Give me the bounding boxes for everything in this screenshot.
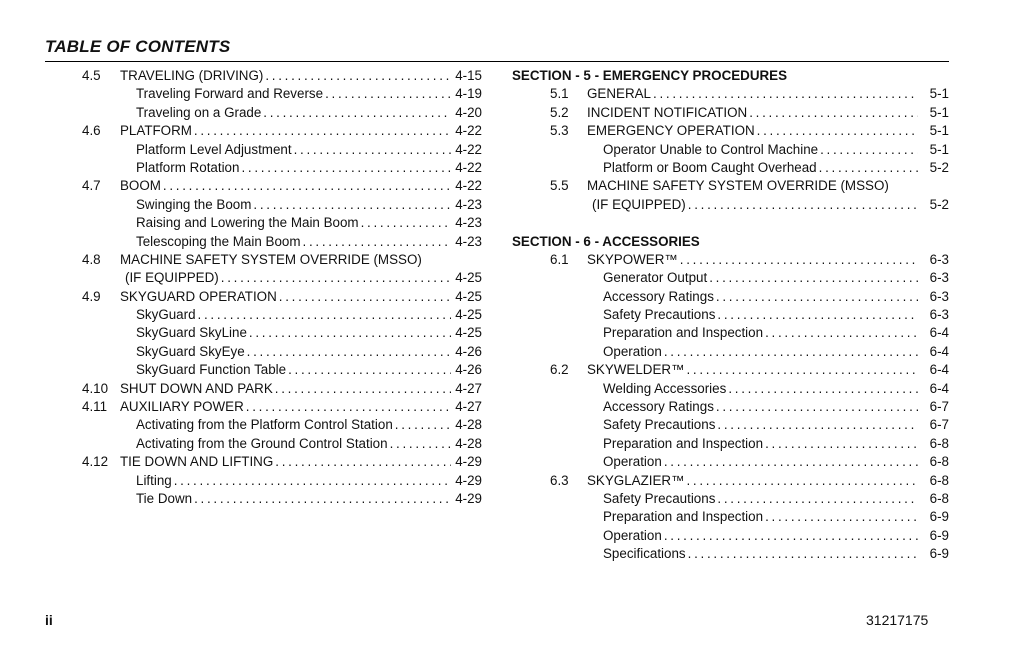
toc-entry[interactable] bbox=[82, 85, 482, 103]
toc-entry[interactable] bbox=[512, 288, 949, 306]
entry-number: 4.5 bbox=[82, 68, 101, 83]
toc-entry[interactable] bbox=[512, 306, 949, 324]
entry-title: SkyGuard SkyLine bbox=[136, 325, 247, 341]
entry-page: 6-4 bbox=[929, 343, 949, 359]
toc-left-column bbox=[82, 67, 482, 508]
entry-title: TIE DOWN AND LIFTING bbox=[120, 454, 274, 470]
entry-title: Lifting bbox=[136, 472, 172, 488]
toc-entry[interactable] bbox=[512, 435, 949, 453]
dot-leader bbox=[294, 141, 451, 159]
toc-entry[interactable] bbox=[512, 122, 949, 140]
dot-leader bbox=[717, 306, 918, 324]
document-number: 31217175 bbox=[866, 612, 929, 628]
dot-leader bbox=[680, 251, 918, 269]
dot-leader bbox=[686, 361, 918, 379]
toc-entry[interactable] bbox=[512, 472, 949, 490]
entry-page: 4-23 bbox=[455, 215, 482, 231]
entry-number: 5.5 bbox=[550, 178, 569, 194]
toc-entry[interactable] bbox=[82, 196, 482, 214]
toc-entry[interactable] bbox=[82, 251, 482, 269]
entry-page: 5-1 bbox=[929, 141, 949, 157]
dot-leader bbox=[174, 472, 451, 490]
toc-entry[interactable] bbox=[82, 380, 482, 398]
entry-number: 6.3 bbox=[550, 472, 569, 488]
toc-entry[interactable] bbox=[82, 288, 482, 306]
dot-leader bbox=[653, 85, 918, 103]
entry-title: Operation bbox=[603, 343, 662, 359]
entry-page: 4-26 bbox=[455, 343, 482, 359]
toc-entry[interactable] bbox=[82, 398, 482, 416]
toc-entry[interactable] bbox=[512, 196, 949, 214]
entry-title: Platform Rotation bbox=[136, 159, 240, 175]
entry-page: 5-1 bbox=[929, 123, 949, 139]
dot-leader bbox=[288, 361, 451, 379]
entry-page: 5-2 bbox=[929, 196, 949, 212]
entry-title: Activating from the Ground Control Station bbox=[136, 435, 388, 451]
entry-number: 4.8 bbox=[82, 251, 101, 267]
entry-title: Safety Precautions bbox=[603, 307, 716, 323]
entry-page: 4-22 bbox=[455, 123, 482, 139]
dot-leader bbox=[265, 67, 451, 85]
entry-page: 4-27 bbox=[455, 399, 482, 415]
page-number: ii bbox=[45, 612, 53, 628]
entry-title: Safety Precautions bbox=[603, 490, 716, 506]
dot-leader bbox=[275, 380, 451, 398]
entry-title: Traveling Forward and Reverse bbox=[136, 86, 324, 102]
entry-page: 4-22 bbox=[455, 159, 482, 175]
toc-entry[interactable] bbox=[82, 306, 482, 324]
toc-entry[interactable] bbox=[512, 545, 949, 563]
toc-entry[interactable] bbox=[512, 398, 949, 416]
entry-title: SkyGuard bbox=[136, 307, 196, 323]
entry-page: 6-3 bbox=[929, 288, 949, 304]
entry-number: 5.1 bbox=[550, 86, 569, 102]
entry-title: PLATFORM bbox=[120, 123, 192, 139]
toc-entry[interactable] bbox=[82, 435, 482, 453]
entry-title: SkyGuard SkyEye bbox=[136, 343, 245, 359]
entry-title: Preparation and Inspection bbox=[603, 435, 764, 451]
entry-page: 4-29 bbox=[455, 490, 482, 506]
entry-title: SHUT DOWN AND PARK bbox=[120, 380, 273, 396]
entry-title: AUXILIARY POWER bbox=[120, 399, 244, 415]
dot-leader bbox=[709, 269, 918, 287]
entry-title: Telescoping the Main Boom bbox=[136, 233, 301, 249]
toc-entry[interactable] bbox=[82, 67, 482, 85]
entry-page: 5-2 bbox=[929, 159, 949, 175]
entry-page: 4-27 bbox=[455, 380, 482, 396]
entry-title: SKYWELDER™ bbox=[587, 362, 685, 378]
toc-entry[interactable] bbox=[512, 508, 949, 526]
toc-entry[interactable] bbox=[512, 141, 949, 159]
entry-page: 6-3 bbox=[929, 307, 949, 323]
entry-page: 4-19 bbox=[455, 86, 482, 102]
dot-leader bbox=[716, 398, 918, 416]
dot-leader bbox=[390, 435, 451, 453]
dot-leader bbox=[820, 141, 918, 159]
dot-leader bbox=[361, 214, 451, 232]
toc-entry[interactable] bbox=[512, 361, 949, 379]
entry-title: Swinging the Boom bbox=[136, 196, 252, 212]
entry-title: (IF EQUIPPED) bbox=[125, 270, 219, 286]
entry-title: TRAVELING (DRIVING) bbox=[120, 68, 264, 83]
entry-title: SKYGLAZIER™ bbox=[587, 472, 685, 488]
toc-right-column bbox=[512, 67, 949, 564]
toc-entry[interactable] bbox=[512, 324, 949, 342]
toc-entry[interactable] bbox=[512, 380, 949, 398]
entry-title: MACHINE SAFETY SYSTEM OVERRIDE (MSSO) bbox=[587, 178, 889, 194]
page-title: TABLE OF CONTENTS bbox=[45, 37, 231, 56]
entry-page: 6-8 bbox=[929, 472, 949, 488]
entry-page: 4-29 bbox=[455, 472, 482, 488]
entry-title: GENERAL bbox=[587, 86, 651, 102]
dot-leader bbox=[194, 122, 451, 140]
entry-page: 6-3 bbox=[929, 270, 949, 286]
entry-page: 4-22 bbox=[455, 141, 482, 157]
dot-leader bbox=[263, 104, 451, 122]
entry-page: 4-25 bbox=[455, 325, 482, 341]
dot-leader bbox=[664, 343, 918, 361]
dot-leader bbox=[765, 508, 918, 526]
entry-title: Platform Level Adjustment bbox=[136, 141, 292, 157]
entry-page: 4-22 bbox=[455, 178, 482, 194]
entry-title: Preparation and Inspection bbox=[603, 509, 764, 525]
toc-entry[interactable] bbox=[512, 490, 949, 508]
dot-leader bbox=[246, 398, 451, 416]
toc-entry[interactable] bbox=[82, 159, 482, 177]
dot-leader bbox=[717, 416, 918, 434]
dot-leader bbox=[664, 527, 918, 545]
dot-leader bbox=[717, 490, 918, 508]
entry-number: 4.12 bbox=[82, 454, 109, 470]
entry-title: Safety Precautions bbox=[603, 417, 716, 433]
toc-entry[interactable] bbox=[82, 361, 482, 379]
entry-number: 4.10 bbox=[82, 380, 109, 396]
entry-page: 4-25 bbox=[455, 307, 482, 323]
toc-entry[interactable] bbox=[512, 453, 949, 471]
dot-leader bbox=[757, 122, 918, 140]
dot-leader bbox=[688, 545, 918, 563]
entry-title: Accessory Ratings bbox=[603, 399, 714, 415]
entry-title: Welding Accessories bbox=[603, 380, 727, 396]
entry-page: 6-4 bbox=[929, 325, 949, 341]
entry-number: 5.2 bbox=[550, 104, 569, 120]
dot-leader bbox=[716, 288, 918, 306]
entry-number: 6.1 bbox=[550, 251, 569, 267]
entry-page: 6-4 bbox=[929, 362, 949, 378]
entry-number: 4.7 bbox=[82, 178, 101, 194]
dot-leader bbox=[221, 269, 451, 287]
dot-leader bbox=[247, 343, 451, 361]
dot-leader bbox=[325, 85, 451, 103]
entry-title: Platform or Boom Caught Overhead bbox=[603, 159, 817, 175]
entry-page: 6-9 bbox=[929, 546, 949, 562]
entry-page: 6-8 bbox=[929, 454, 949, 470]
dot-leader bbox=[664, 453, 918, 471]
dot-leader bbox=[765, 435, 918, 453]
toc-entry[interactable] bbox=[512, 85, 949, 103]
entry-number: 4.9 bbox=[82, 288, 101, 304]
entry-title: SkyGuard Function Table bbox=[136, 362, 287, 378]
dot-leader bbox=[688, 196, 918, 214]
entry-page: 6-9 bbox=[929, 527, 949, 543]
toc-entry[interactable] bbox=[82, 343, 482, 361]
toc-entry[interactable] bbox=[82, 104, 482, 122]
entry-title: Preparation and Inspection bbox=[603, 325, 764, 341]
entry-page: 4-25 bbox=[455, 288, 482, 304]
entry-title: INCIDENT NOTIFICATION bbox=[587, 104, 748, 120]
dot-leader bbox=[275, 453, 451, 471]
entry-title: Raising and Lowering the Main Boom bbox=[136, 215, 359, 231]
dot-leader bbox=[279, 288, 451, 306]
toc-entry[interactable] bbox=[512, 343, 949, 361]
toc-entry[interactable] bbox=[82, 416, 482, 434]
toc-entry[interactable] bbox=[512, 416, 949, 434]
entry-title: EMERGENCY OPERATION bbox=[587, 123, 755, 139]
entry-page: 6-9 bbox=[929, 509, 949, 525]
entry-page: 4-23 bbox=[455, 196, 482, 212]
entry-title: Traveling on a Grade bbox=[136, 104, 262, 120]
toc-entry[interactable] bbox=[512, 527, 949, 545]
dot-leader bbox=[163, 177, 451, 195]
dot-leader bbox=[749, 104, 918, 122]
dot-leader bbox=[395, 416, 451, 434]
entry-title: SKYGUARD OPERATION bbox=[120, 288, 277, 304]
dot-leader bbox=[303, 233, 452, 251]
entry-page: 4-23 bbox=[455, 233, 482, 249]
dot-leader bbox=[194, 490, 451, 508]
entry-title: Specifications bbox=[603, 546, 686, 562]
toc-entry[interactable] bbox=[82, 141, 482, 159]
entry-page: 4-25 bbox=[455, 270, 482, 286]
entry-number: 4.11 bbox=[82, 399, 108, 415]
toc-entry[interactable] bbox=[82, 122, 482, 140]
toc-entry[interactable] bbox=[82, 453, 482, 471]
entry-page: 6-8 bbox=[929, 435, 949, 451]
entry-title: Generator Output bbox=[603, 270, 708, 286]
dot-leader bbox=[728, 380, 918, 398]
dot-leader bbox=[686, 472, 918, 490]
entry-title: Tie Down bbox=[136, 490, 193, 506]
entry-page: 4-15 bbox=[455, 68, 482, 83]
spacer bbox=[512, 214, 949, 232]
entry-number: 5.3 bbox=[550, 123, 569, 139]
entry-page: 4-28 bbox=[455, 435, 482, 451]
entry-page: 4-29 bbox=[455, 454, 482, 470]
dot-leader bbox=[198, 306, 451, 324]
header-rule bbox=[45, 61, 949, 62]
toc-entry[interactable] bbox=[82, 490, 482, 508]
entry-page: 6-3 bbox=[929, 251, 949, 267]
toc-entry[interactable] bbox=[512, 177, 949, 195]
dot-leader bbox=[765, 324, 918, 342]
section-heading: SECTION - 5 - EMERGENCY PROCEDURES bbox=[512, 68, 788, 83]
entry-title: MACHINE SAFETY SYSTEM OVERRIDE (MSSO) bbox=[120, 251, 422, 267]
dot-leader bbox=[249, 324, 451, 342]
entry-page: 4-20 bbox=[455, 104, 482, 120]
entry-title: Operation bbox=[603, 454, 662, 470]
entry-page: 6-4 bbox=[929, 380, 949, 396]
toc-entry[interactable] bbox=[82, 269, 482, 287]
toc-entry[interactable] bbox=[82, 177, 482, 195]
entry-title: Operation bbox=[603, 527, 662, 543]
entry-page: 6-7 bbox=[929, 417, 949, 433]
entry-title: Accessory Ratings bbox=[603, 288, 714, 304]
section-heading: SECTION - 6 - ACCESSORIES bbox=[512, 233, 700, 249]
entry-title: BOOM bbox=[120, 178, 161, 194]
entry-page: 6-7 bbox=[929, 399, 949, 415]
dot-leader bbox=[819, 159, 918, 177]
entry-title: (IF EQUIPPED) bbox=[592, 196, 686, 212]
toc-entry[interactable] bbox=[512, 104, 949, 122]
toc-entry[interactable] bbox=[512, 251, 949, 269]
entry-title: Activating from the Platform Control Station bbox=[136, 417, 393, 433]
entry-page: 5-1 bbox=[929, 104, 949, 120]
entry-page: 4-28 bbox=[455, 417, 482, 433]
dot-leader bbox=[253, 196, 451, 214]
entry-number: 4.6 bbox=[82, 123, 101, 139]
toc-entry[interactable] bbox=[512, 269, 949, 287]
toc-entry[interactable] bbox=[82, 214, 482, 232]
entry-title: SKYPOWER™ bbox=[587, 251, 678, 267]
toc-entry[interactable] bbox=[82, 324, 482, 342]
toc-entry[interactable] bbox=[82, 233, 482, 251]
entry-page: 5-1 bbox=[929, 86, 949, 102]
dot-leader bbox=[241, 159, 451, 177]
toc-entry[interactable] bbox=[512, 159, 949, 177]
entry-page: 4-26 bbox=[455, 362, 482, 378]
entry-title: Operator Unable to Control Machine bbox=[603, 141, 819, 157]
entry-page: 6-8 bbox=[929, 490, 949, 506]
toc-entry[interactable] bbox=[82, 472, 482, 490]
entry-number: 6.2 bbox=[550, 362, 569, 378]
